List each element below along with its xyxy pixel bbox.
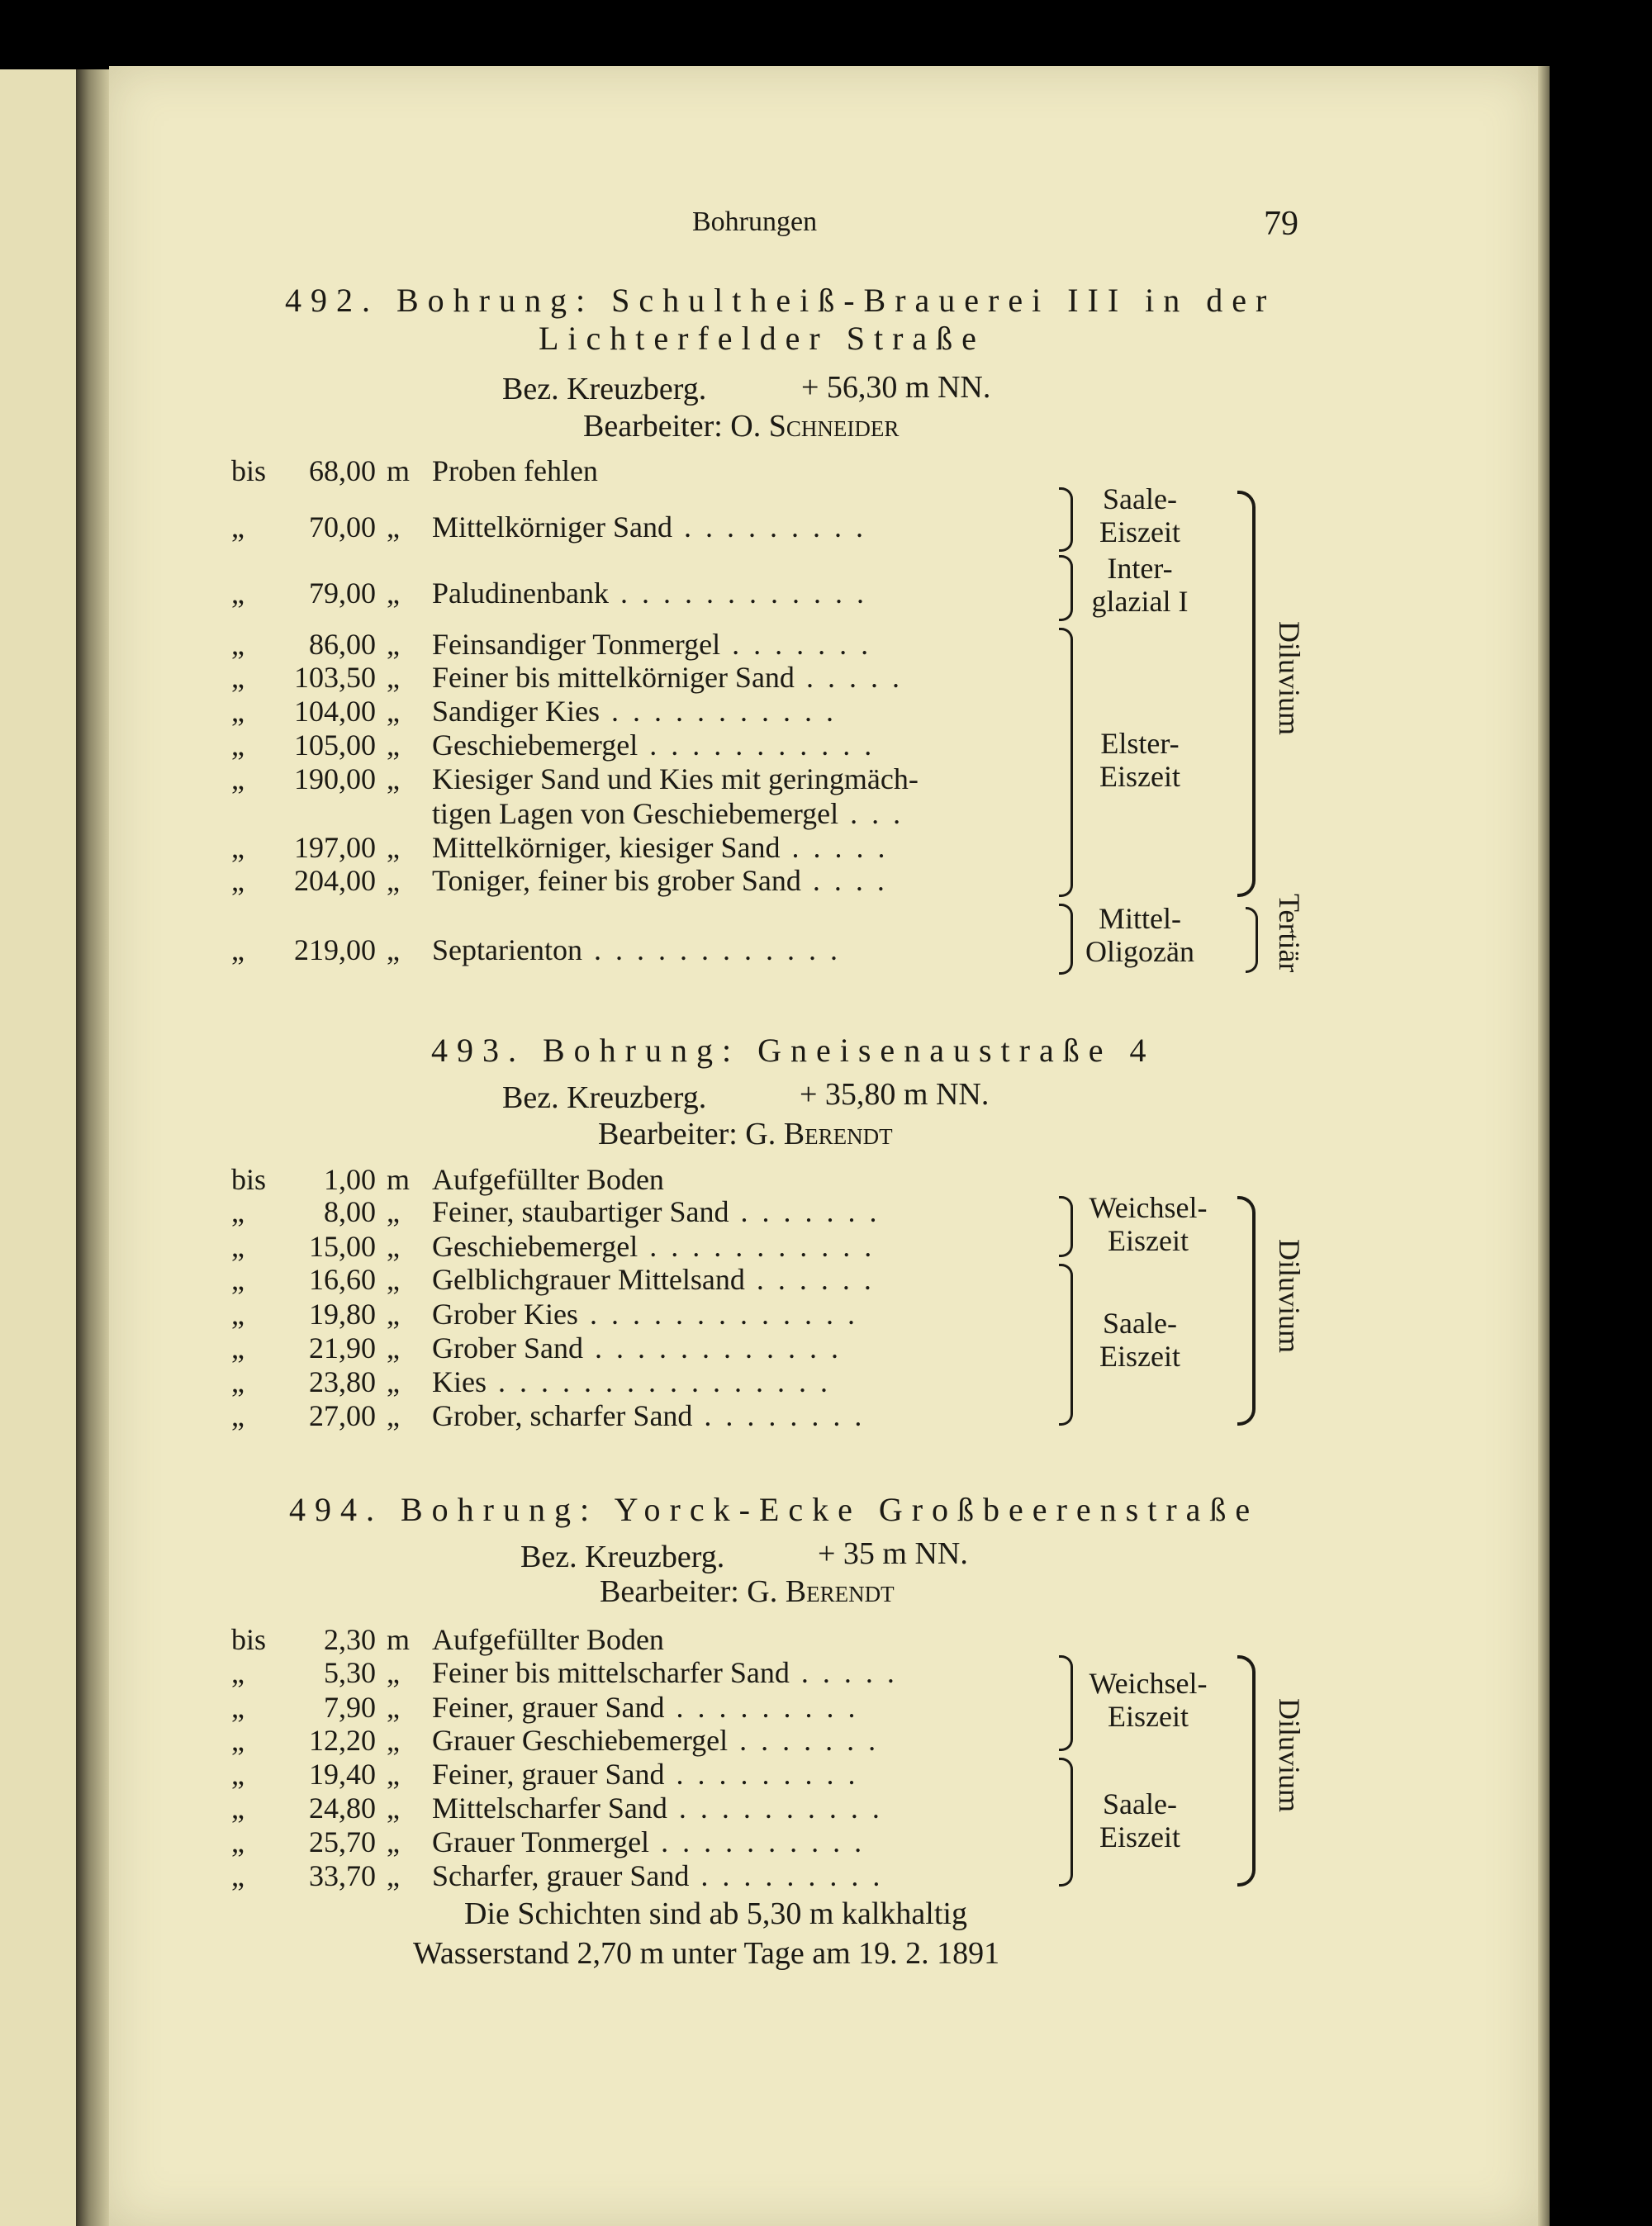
editor-name: Schneider	[768, 409, 900, 444]
row-leader-dots: . . . . . . . .	[704, 1399, 866, 1432]
row-leader-dots: . . . .	[812, 864, 888, 897]
row-depth: 24,80	[309, 1792, 376, 1825]
boring-title: 494. Bohrung: Yorck-Ecke Großbeerenstraße	[289, 1491, 1260, 1528]
row-unit: „	[387, 1859, 400, 1892]
editor-label: Bearbeiter: G.	[598, 1117, 776, 1151]
editor-line	[583, 411, 899, 442]
row-description: Toniger, feiner bis grober Sand	[432, 864, 801, 897]
row-prefix: „	[231, 661, 244, 694]
row-leader-dots: . . . . . . . . . . . . . . . .	[498, 1365, 831, 1398]
row-prefix: „	[231, 577, 244, 610]
row-leader-dots: . . . . . . . . .	[683, 510, 866, 543]
row-prefix: „	[231, 510, 244, 543]
boring-title: 493. Bohrung: Gneisenaustraße 4	[431, 1032, 1156, 1069]
editor-line	[600, 1576, 895, 1607]
row-description: Feiner bis mittelscharfer Sand	[432, 1656, 790, 1689]
row-unit: „	[387, 1399, 400, 1432]
row-depth: 7,90	[324, 1691, 376, 1724]
row-depth: 197,00	[294, 831, 376, 864]
boring-title-cont: Lichterfelder Straße	[539, 320, 985, 357]
row-prefix: „	[231, 628, 244, 661]
row-depth: 79,00	[309, 577, 376, 610]
row-description: Kies	[432, 1365, 487, 1398]
row-description: Scharfer, grauer Sand	[432, 1859, 690, 1892]
period-label: Inter- glazial I	[1091, 552, 1189, 618]
row-prefix: „	[231, 1399, 244, 1432]
row-leader-dots: . . . . . . . . . . .	[610, 695, 837, 728]
row-description: Grober Sand	[432, 1331, 583, 1365]
system-diluvium: Diluvium	[1273, 1698, 1306, 1813]
row-description: Grauer Tonmergel	[432, 1825, 650, 1858]
system-diluvium: Diluvium	[1273, 1239, 1306, 1354]
row-description: Feiner, grauer Sand	[432, 1691, 665, 1724]
row-description: Septarienton	[432, 933, 582, 966]
row-description: Geschiebemergel	[432, 1230, 638, 1263]
bracket-weichsel	[1059, 1655, 1073, 1751]
row-leader-dots: . . . . . . . . . . . .	[594, 1331, 842, 1365]
bracket-saale	[1059, 487, 1073, 552]
left-page-edge	[0, 69, 76, 2226]
row-unit: „	[387, 661, 400, 694]
bracket-saale	[1059, 1758, 1073, 1887]
row-unit: „	[387, 762, 400, 795]
period-label: Mittel- Oligozän	[1085, 902, 1194, 968]
row-description: Feiner, staubartiger Sand	[432, 1195, 729, 1228]
row-depth: 16,60	[309, 1263, 376, 1296]
row-prefix: „	[231, 1691, 244, 1724]
note-line: Die Schichten sind ab 5,30 m kalkhaltig	[464, 1896, 967, 1931]
row-prefix: „	[231, 1331, 244, 1365]
row-description: Grauer Geschiebemergel	[432, 1724, 729, 1757]
row-depth: 86,00	[309, 628, 376, 661]
period-label: Weichsel- Eiszeit	[1089, 1667, 1208, 1733]
row-unit: „	[387, 695, 400, 728]
row-prefix: „	[231, 1656, 244, 1689]
row-prefix: „	[231, 1230, 244, 1263]
running-head: Bohrungen	[692, 206, 818, 237]
row-leader-dots: . . . . . . . . . . . .	[593, 933, 841, 966]
row-depth: 8,00	[324, 1195, 376, 1228]
row-prefix: „	[231, 1298, 244, 1331]
row-prefix: „	[231, 933, 244, 966]
note-line: Wasserstand 2,70 m unter Tage am 19. 2. 1891	[413, 1936, 1000, 1971]
row-description: Grober, scharfer Sand	[432, 1399, 693, 1432]
row-prefix: bis	[231, 1163, 267, 1196]
row-unit: „	[387, 933, 400, 966]
row-depth: 21,90	[309, 1331, 376, 1365]
row-leader-dots: . . . . . . .	[740, 1195, 881, 1228]
row-leader-dots: . . . . . . . . . . .	[649, 1230, 876, 1263]
page-edge-shadow	[1538, 66, 1550, 2226]
row-unit: „	[387, 1298, 400, 1331]
row-prefix: „	[231, 762, 244, 795]
row-depth: 19,80	[309, 1298, 376, 1331]
row-prefix: bis	[231, 1623, 267, 1656]
row-unit: „	[387, 1825, 400, 1858]
page-number: 79	[1264, 205, 1298, 243]
elevation: + 35,80 m NN.	[800, 1077, 990, 1112]
bracket-saale	[1059, 1264, 1073, 1426]
row-unit: „	[387, 1691, 400, 1724]
row-depth: 27,00	[309, 1399, 376, 1432]
row-unit: m	[387, 1163, 411, 1196]
row-depth: 204,00	[294, 864, 376, 897]
row-unit: „	[387, 1195, 400, 1228]
row-unit: m	[387, 454, 411, 487]
row-unit: „	[387, 510, 400, 543]
row-description: Aufgefüllter Boden	[432, 1623, 664, 1656]
row-prefix: „	[231, 1758, 244, 1791]
row-unit: „	[387, 1758, 400, 1791]
bracket-interglazial	[1059, 555, 1073, 621]
row-description: Gelblichgrauer Mittelsand	[432, 1263, 745, 1296]
row-unit: „	[387, 1263, 400, 1296]
row-leader-dots: . . . . .	[800, 1656, 898, 1689]
row-leader-dots: . . . . . . . . . . . .	[620, 577, 867, 610]
row-unit: „	[387, 1365, 400, 1398]
row-depth: 2,30	[324, 1623, 376, 1656]
bracket-tertiaer	[1246, 907, 1258, 973]
row-unit: „	[387, 864, 400, 897]
row-depth: 219,00	[294, 933, 376, 966]
row-leader-dots: . . . . . . . . . . . . .	[589, 1298, 858, 1331]
bracket-elster	[1059, 628, 1073, 897]
row-depth: 23,80	[309, 1365, 376, 1398]
row-depth: 68,00	[309, 454, 376, 487]
period-label: Saale- Eiszeit	[1099, 1787, 1180, 1853]
row-prefix: „	[231, 729, 244, 762]
editor-label: Bearbeiter: O.	[583, 409, 762, 444]
row-description: Sandiger Kies	[432, 695, 600, 728]
system-tertiaer: Tertiär	[1273, 894, 1306, 973]
bracket-diluvium	[1237, 1196, 1256, 1426]
row-leader-dots: . . . . . . . . . .	[678, 1792, 883, 1825]
row-leader-dots: . . . . . . . . . . .	[649, 729, 876, 762]
row-prefix: „	[231, 1365, 244, 1398]
district: Bez. Kreuzberg.	[502, 1080, 707, 1115]
row-description: Mittelkörniger, kiesiger Sand	[432, 831, 781, 864]
row-unit: „	[387, 1656, 400, 1689]
elevation: + 35 m NN.	[818, 1536, 968, 1571]
row-depth: 190,00	[294, 762, 376, 795]
row-unit: „	[387, 1331, 400, 1365]
row-prefix: „	[231, 695, 244, 728]
row-leader-dots: . . . . .	[791, 831, 889, 864]
district: Bez. Kreuzberg.	[502, 372, 707, 406]
row-unit: m	[387, 1623, 411, 1656]
editor-label: Bearbeiter: G.	[600, 1574, 778, 1609]
row-prefix: „	[231, 1263, 244, 1296]
row-unit: „	[387, 577, 400, 610]
row-depth: 15,00	[309, 1230, 376, 1263]
bracket-diluvium	[1237, 491, 1256, 897]
row-description: Geschiebemergel	[432, 729, 638, 762]
row-prefix: „	[231, 864, 244, 897]
row-unit: „	[387, 1792, 400, 1825]
book-gutter	[76, 69, 109, 2226]
row-depth: 25,70	[309, 1825, 376, 1858]
row-description: Aufgefüllter Boden	[432, 1163, 664, 1196]
row-unit: „	[387, 1230, 400, 1263]
period-label: Saale- Eiszeit	[1099, 482, 1180, 548]
bracket-diluvium	[1237, 1655, 1256, 1887]
editor-line	[598, 1118, 893, 1150]
row-description: Feiner, grauer Sand	[432, 1758, 665, 1791]
row-leader-dots: . . . . . . . . . .	[661, 1825, 866, 1858]
row-prefix: „	[231, 1724, 244, 1757]
row-description: Mittelkörniger Sand	[432, 510, 672, 543]
row-leader-dots: . . . . . . .	[732, 628, 872, 661]
row-description: Feiner bis mittelkörniger Sand	[432, 661, 795, 694]
row-depth: 1,00	[324, 1163, 376, 1196]
elevation: + 56,30 m NN.	[801, 370, 991, 405]
row-leader-dots: . . . . . . . . .	[676, 1758, 859, 1791]
row-leader-dots: . . . . .	[805, 661, 903, 694]
row-leader-dots: . . .	[850, 797, 904, 830]
row-depth: 33,70	[309, 1859, 376, 1892]
period-label: Elster- Eiszeit	[1099, 727, 1180, 793]
row-prefix: „	[231, 1792, 244, 1825]
row-depth: 104,00	[294, 695, 376, 728]
row-description: Mittelscharfer Sand	[432, 1792, 667, 1825]
row-leader-dots: . . . . . .	[756, 1263, 875, 1296]
row-prefix: bis	[231, 454, 267, 487]
row-unit: „	[387, 628, 400, 661]
district: Bez. Kreuzberg.	[520, 1540, 725, 1574]
row-leader-dots: . . . . . . . . .	[700, 1859, 884, 1892]
row-leader-dots: . . . . . . .	[739, 1724, 880, 1757]
editor-name: Berendt	[783, 1117, 893, 1151]
period-label: Weichsel- Eiszeit	[1089, 1191, 1208, 1257]
row-description: Feinsandiger Tonmergel	[432, 628, 721, 661]
row-depth: 12,20	[309, 1724, 376, 1757]
row-depth: 19,40	[309, 1758, 376, 1791]
row-depth: 103,50	[294, 661, 376, 694]
boring-title: 492. Bohrung: Schultheiß-Brauerei III in der	[285, 282, 1276, 319]
row-unit: „	[387, 831, 400, 864]
period-label: Saale- Eiszeit	[1099, 1307, 1180, 1373]
row-unit: „	[387, 729, 400, 762]
row-prefix: „	[231, 1195, 244, 1228]
system-diluvium: Diluvium	[1273, 621, 1306, 736]
bracket-weichsel	[1059, 1196, 1073, 1257]
row-unit: „	[387, 1724, 400, 1757]
row-description: Proben fehlen	[432, 454, 598, 487]
row-description: tigen Lagen von Geschiebemergel	[432, 797, 839, 830]
bracket-mittel-oligozaen	[1059, 904, 1073, 975]
editor-name: Berendt	[785, 1574, 895, 1609]
row-description: Grober Kies	[432, 1298, 578, 1331]
row-prefix: „	[231, 1859, 244, 1892]
row-depth: 105,00	[294, 729, 376, 762]
row-prefix: „	[231, 1825, 244, 1858]
row-prefix: „	[231, 831, 244, 864]
row-depth: 5,30	[324, 1656, 376, 1689]
row-description: Kiesiger Sand und Kies mit geringmäch-	[432, 762, 919, 795]
row-depth: 70,00	[309, 510, 376, 543]
row-description: Paludinenbank	[432, 577, 609, 610]
row-leader-dots: . . . . . . . . .	[676, 1691, 859, 1724]
